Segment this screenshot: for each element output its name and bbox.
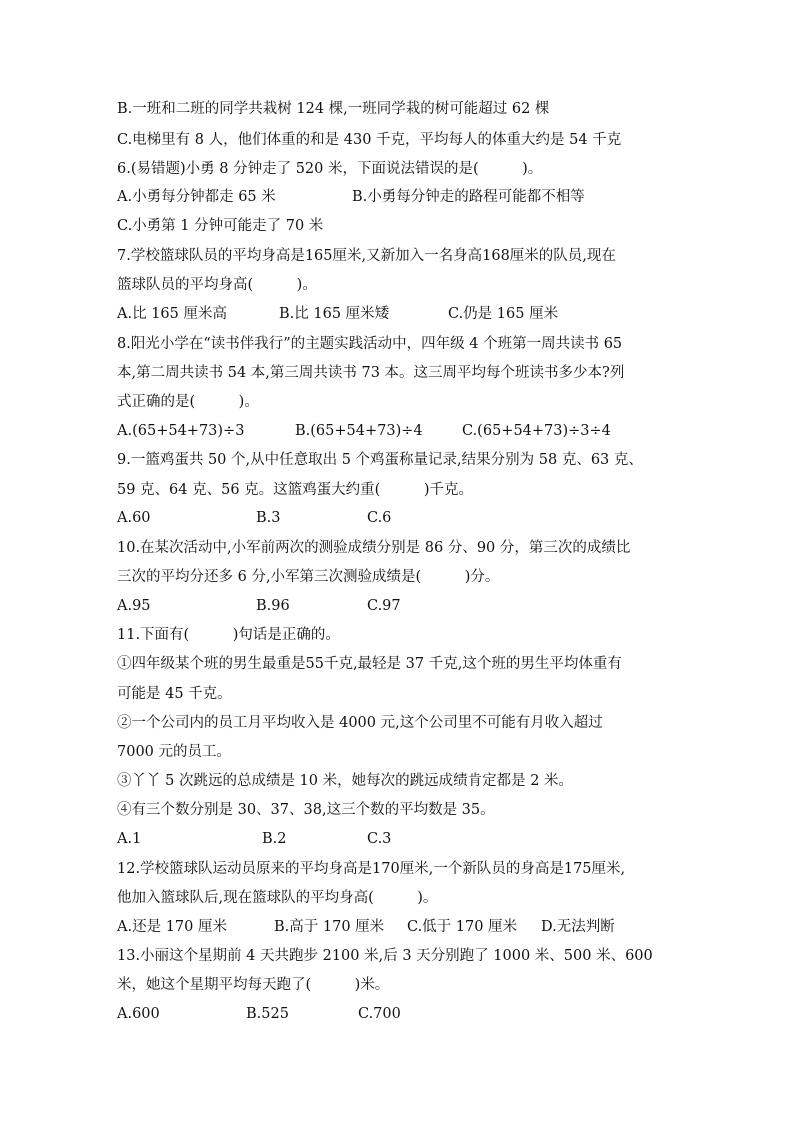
q11-option-a: A.1 (117, 831, 142, 847)
q10-stem-line2: 三次的平均分还多 6 分,小军第三次测验成绩是( )分。 (117, 569, 500, 585)
q11-statement-1-line1: ①四年级某个班的男生最重是55千克,最轻是 37 千克,这个班的男生平均体重有 (117, 656, 622, 672)
q12-option-d: D.无法判断 (541, 919, 615, 935)
q12-option-a: A.还是 170 厘米 (117, 919, 227, 935)
q8-stem-line1: 8.阳光小学在“读书伴我行”的主题实践活动中，四年级 4 个班第一周共读书 65 (117, 336, 623, 352)
q12-stem-line1: 12.学校篮球队运动员原来的平均身高是170厘米,一个新队员的身高是175厘米, (117, 861, 626, 877)
q11-statement-2-line2: 7000 元的员工。 (117, 744, 232, 760)
q13-stem-line2: 米，她这个星期平均每天跑了( )米。 (117, 977, 390, 993)
q6-option-b: B.小勇每分钟走的路程可能都不相等 (352, 189, 585, 205)
q6-option-c: C.小勇第 1 分钟可能走了 70 米 (117, 218, 324, 234)
q10-option-c: C.97 (367, 598, 401, 614)
q11-statement-2-line1: ②一个公司内的员工月平均收入是 4000 元,这个公司里不可能有月收入超过 (117, 715, 603, 731)
q6-option-a: A.小勇每分钟都走 65 米 (117, 189, 276, 205)
q11-option-b: B.2 (262, 831, 287, 847)
q12-option-b: B.高于 170 厘米 (274, 919, 385, 935)
q7-stem-line2: 篮球队员的平均身高( )。 (117, 277, 317, 293)
q11-stem: 11.下面有( )句话是正确的。 (117, 627, 340, 643)
q12-stem-line2: 他加入篮球队后,现在篮球队的平均身高( )。 (117, 890, 438, 906)
q11-statement-1-line2: 可能是 45 千克。 (117, 686, 232, 702)
q11-statement-4: ④有三个数分别是 30、37、38,这三个数的平均数是 35。 (117, 802, 495, 818)
q8-stem-line3: 式正确的是( )。 (117, 394, 259, 410)
q11-statement-3: ③丫丫 5 次跳远的总成绩是 10 米，她每次的跳远成绩肯定都是 2 米。 (117, 773, 574, 789)
q8-stem-line2: 本,第二周共读书 54 本,第三周共读书 73 本。这三周平均每个班读书多少本?列 (117, 365, 625, 381)
q11-option-c: C.3 (367, 831, 392, 847)
q6-stem: 6.(易错题)小勇 8 分钟走了 520 米，下面说法错误的是( )。 (117, 161, 543, 177)
q12-option-c: C.低于 170 厘米 (407, 919, 518, 935)
q7-option-a: A.比 165 厘米高 (117, 306, 227, 322)
q10-stem-line1: 10.在某次活动中,小军前两次的测验成绩分别是 86 分、90 分，第三次的成绩比 (117, 540, 631, 556)
q7-stem-line1: 7.学校篮球队员的平均身高是165厘米,又新加入一名身高168厘米的队员,现在 (117, 248, 616, 264)
q9-option-b: B.3 (256, 510, 281, 526)
q7-option-c: C.仍是 165 厘米 (448, 306, 559, 322)
q9-stem-line2: 59 克、64 克、56 克。这篮鸡蛋大约重( )千克。 (117, 482, 473, 498)
q10-option-b: B.96 (256, 598, 290, 614)
q13-stem-line1: 13.小丽这个星期前 4 天共跑步 2100 米,后 3 天分别跑了 1000 米、500 米、600 (117, 948, 653, 964)
q13-option-a: A.600 (117, 1006, 160, 1022)
q8-option-c: C.(65+54+73)÷3÷4 (462, 423, 611, 439)
q5-option-b: B.一班和二班的同学共栽树 124 棵,一班同学栽的树可能超过 62 棵 (117, 101, 550, 117)
q8-option-a: A.(65+54+73)÷3 (117, 423, 245, 439)
q9-option-c: C.6 (367, 510, 392, 526)
q5-option-c: C.电梯里有 8 人，他们体重的和是 430 千克，平均每人的体重大约是 54 千克 (117, 132, 622, 148)
q8-option-b: B.(65+54+73)÷4 (295, 423, 423, 439)
q9-option-a: A.60 (117, 510, 151, 526)
q9-stem-line1: 9.一篮鸡蛋共 50 个,从中任意取出 5 个鸡蛋称量记录,结果分别为 58 克、63 克、 (117, 452, 643, 468)
q10-option-a: A.95 (117, 598, 151, 614)
q13-option-b: B.525 (246, 1006, 289, 1022)
q13-option-c: C.700 (358, 1006, 401, 1022)
q7-option-b: B.比 165 厘米矮 (279, 306, 390, 322)
